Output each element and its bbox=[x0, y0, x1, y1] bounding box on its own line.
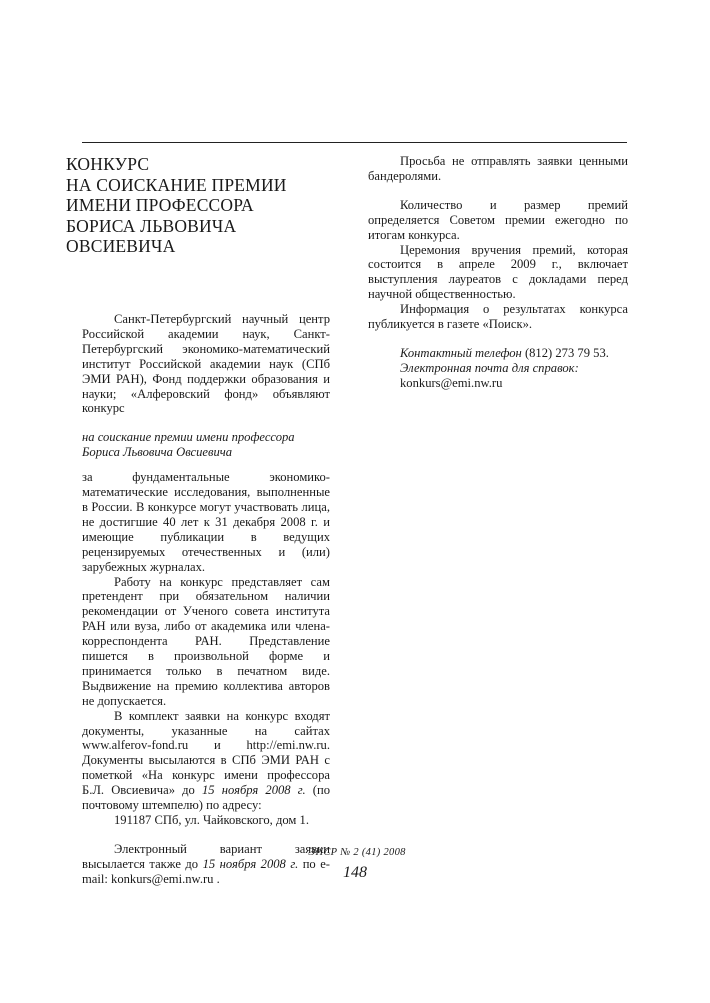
journal-reference: ЭНСР № 2 (41) 2008 bbox=[308, 847, 406, 858]
article-title bbox=[66, 154, 356, 257]
phone-value: (812) 273 79 53. bbox=[521, 345, 609, 360]
email-label: Электронная почта для справок: bbox=[400, 360, 579, 375]
contact-phone bbox=[368, 346, 628, 361]
title-line: КОНКУРС bbox=[66, 154, 150, 174]
submission-paragraph: Работу на конкурс представляет сам претендент при обязательном наличии рекомендации от Ученого совета института РАН или вуза, либо от академика или члена-корреспондента РАН. Представление пишется в произвольной форме и принимается только в печатном виде. Выдвижение на премию коллектива авторов не допускается. bbox=[82, 574, 330, 708]
electronic-submission-paragraph: Электронный вариант заявки высылается также до 15 ноября 2008 г. по e-mail: konkurs@emi.nw.ru . bbox=[82, 841, 330, 886]
deadline-date: 15 ноября 2008 г. bbox=[201, 783, 306, 798]
parcel-request-paragraph: Просьба не отправлять заявки ценными бандеролями. bbox=[368, 154, 628, 183]
right-column bbox=[368, 154, 628, 391]
top-rule bbox=[82, 142, 627, 143]
prize-name-paragraph: на соискание премии имени профессора Бориса Львовича Овсиевича bbox=[82, 430, 295, 460]
title-line: ОВСИЕВИЧА bbox=[66, 236, 176, 256]
title-line: БОРИСА ЛЬВОВИЧА bbox=[66, 215, 237, 236]
ceremony-paragraph: Церемония вручения премий, которая состоится в апреле 2009 г., включает выступления лауреатов с докладами перед научной общественностью. bbox=[368, 242, 628, 302]
results-info-paragraph: Информация о результатах конкурса публикуется в газете «Поиск». bbox=[368, 302, 628, 332]
page-number: 148 bbox=[343, 864, 367, 881]
eligibility-paragraph: за фундаментальные экономико-математические исследования, выполненные в России. В конкурсе могут участвовать лица, не достигшие 40 лет к 31 декабря 2008 г. и имеющие публикации в ведущих рецензируемых отечественных и (или) зарубежных журналах. bbox=[82, 470, 330, 574]
documents-paragraph: В комплект заявки на конкурс входят документы, указанные на сайтах www.alferov-fond.ru и http://emi.nw.ru. Документы высылаются в СПб ЭМИ РАН с пометкой «На конкурс имени профессора Б.Л. Овсиевича» до 15 ноября 2008 г. (по почтовому штемпелю) по адресу: bbox=[82, 708, 330, 813]
title-line: НА СОИСКАНИЕ ПРЕМИИ bbox=[66, 174, 287, 195]
prize-amount-paragraph: Количество и размер премий определяется Советом премии ежегодно по итогам конкурса. bbox=[368, 197, 628, 242]
announcement-paragraph: Санкт-Петербургский научный центр Российской академии наук, Санкт-Петербургский экономико-математический институт Российской академии наук (СПб ЭМИ РАН), Фонд поддержки образования и науки; «Алферовский фонд» объявляют конкурс bbox=[82, 312, 330, 416]
contact-email: konkurs@emi.nw.ru bbox=[400, 375, 503, 390]
deadline-date: 15 ноября 2008 г. bbox=[202, 856, 299, 871]
title-line: ИМЕНИ ПРОФЕССОРА bbox=[66, 195, 254, 215]
left-column bbox=[82, 312, 330, 887]
phone-label: Контактный телефон bbox=[400, 345, 522, 360]
postal-address: 191187 СПб, ул. Чайковского, дом 1. bbox=[114, 813, 309, 827]
